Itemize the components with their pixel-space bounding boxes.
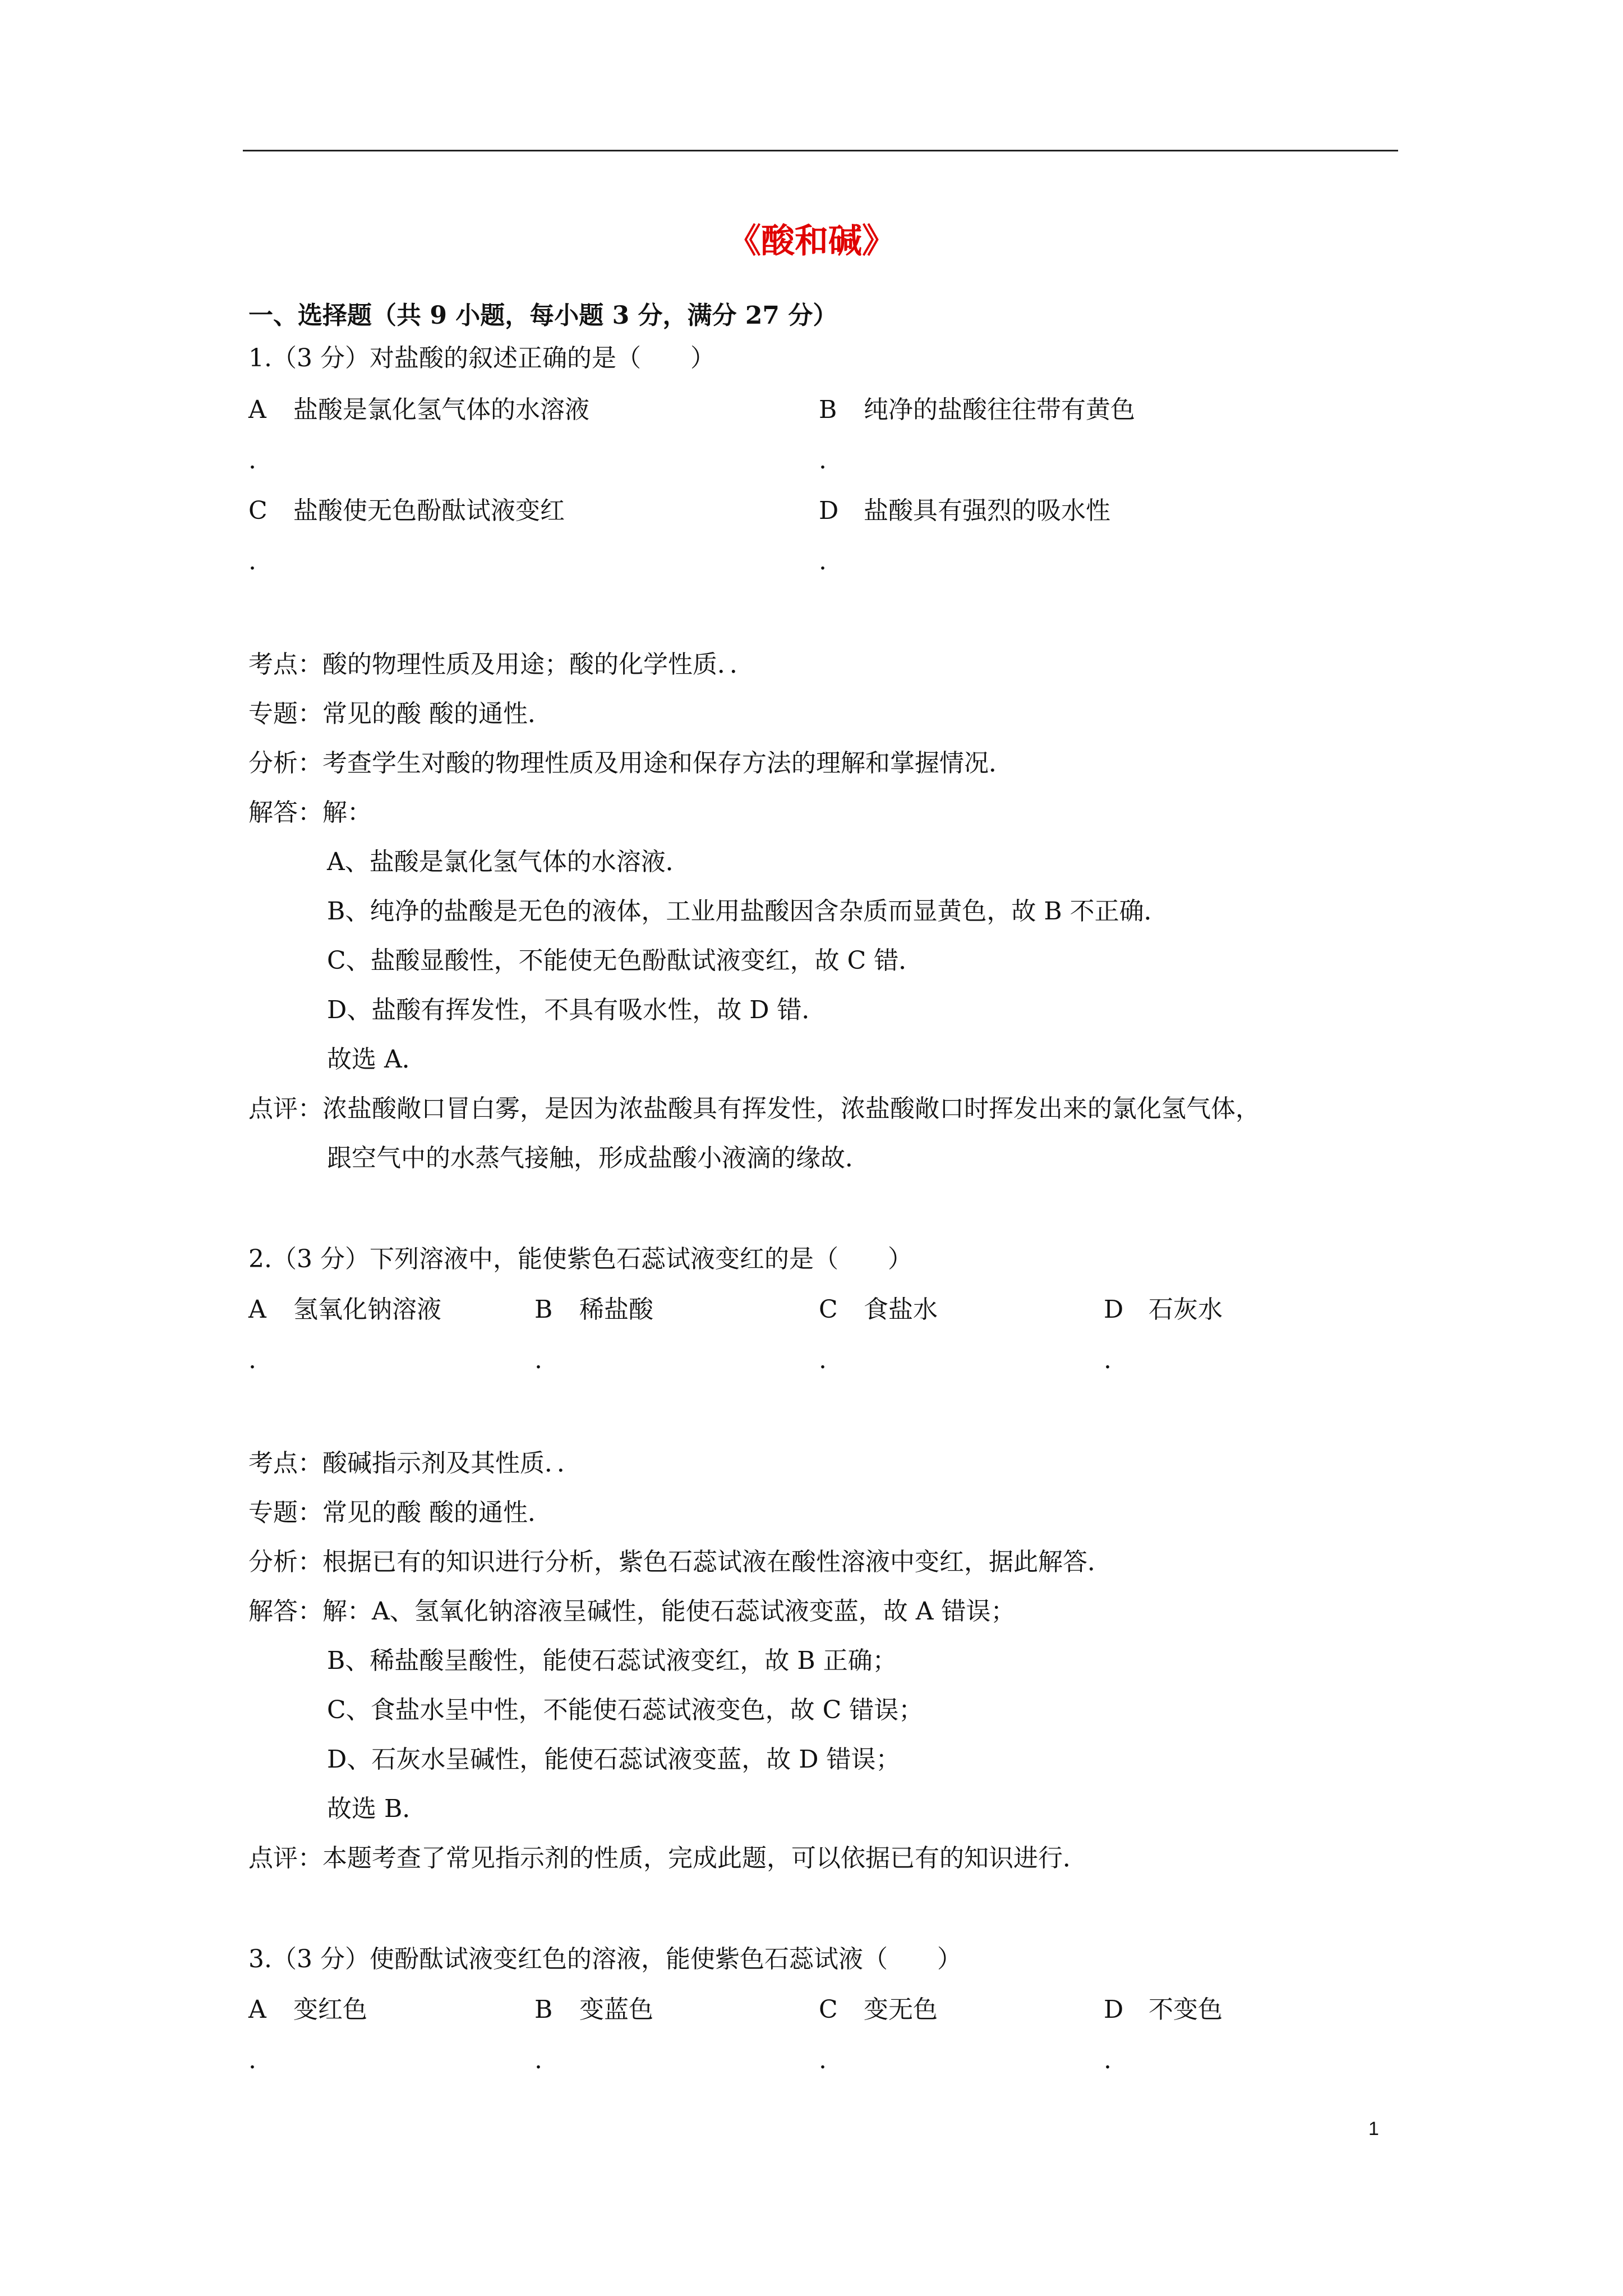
question-1-option-c [248,493,565,530]
option-text: 盐酸使无色酚酞试液变红 [293,496,565,525]
page-number: 1 [1368,2118,1379,2139]
option-dot: . [1104,2046,1112,2074]
question-2-solution-b: B、稀盐酸呈酸性，能使石蕊试液变红，故 B 正确； [327,1646,897,1675]
question-3-option-b [534,1991,653,2028]
option-text: 变无色 [864,1995,938,2024]
question-3-option-a [248,1991,367,2028]
option-key: A [248,1995,266,2024]
question-1-stem: 1.（3 分）对盐酸的叙述正确的是（ ） [248,344,715,372]
option-key: A [248,1295,266,1324]
option-text: 盐酸具有强烈的吸水性 [864,496,1110,525]
option-text: 纯净的盐酸往往带有黄色 [864,395,1135,424]
option-key: B [819,395,837,424]
question-1-solution-a: A、盐酸是氯化氢气体的水溶液． [327,848,690,876]
question-1-dianping: 点评：浓盐酸敞口冒白雾，是因为浓盐酸具有挥发性，浓盐酸敞口时挥发出来的氯化氢气体， [248,1094,1260,1123]
question-2-solution-d: D、石灰水呈碱性，能使石蕊试液变蓝，故 D 错误； [327,1745,901,1774]
option-key: C [248,496,268,525]
question-1-option-d [819,493,1110,530]
question-2-option-b [534,1291,653,1328]
question-1-solution-b: B、纯净的盐酸是无色的液体，工业用盐酸因含杂质而显黄色，故 B 不正确． [327,897,1169,926]
option-dot: . [1104,1346,1112,1374]
option-dot: . [534,1346,542,1374]
question-1-option-b [819,392,1135,429]
question-1-fenxi: 分析：考查学生对酸的物理性质及用途和保存方法的理解和掌握情况． [248,749,1013,777]
question-2-option-d [1104,1291,1223,1328]
question-2-solution-c: C、食盐水呈中性，不能使石蕊试液变色，故 C 错误； [327,1696,924,1724]
question-1-zhuanti: 专题：常见的酸 酸的通性． [248,700,552,728]
question-1-dianping-cont: 跟空气中的水蒸气接触，形成盐酸小液滴的缘故． [327,1144,870,1172]
page-title: 《酸和碱》 [727,222,896,261]
option-dot: . [819,446,827,475]
question-2-dianping: 点评：本题考查了常见指示剂的性质，完成此题，可以依据已有的知识进行． [248,1844,1087,1872]
question-2-kaodian: 考点：酸碱指示剂及其性质．． [248,1449,582,1478]
option-dot: . [534,2046,542,2074]
question-2-zhuanti: 专题：常见的酸 酸的通性． [248,1498,552,1527]
question-1-solution-c: C、盐酸显酸性，不能使无色酚酞试液变红，故 C 错． [327,946,924,975]
option-dot: . [248,446,256,475]
option-dot: . [248,547,256,576]
option-text: 不变色 [1149,1995,1223,2024]
option-dot: . [819,1346,827,1374]
question-1-solution-d: D、盐酸有挥发性，不具有吸水性，故 D 错． [327,996,827,1024]
question-2-answer: 故选 B． [327,1795,427,1823]
option-key: A [248,395,266,424]
option-key: B [534,1995,553,2024]
question-2-jieda-label: 解答：解：A、氢氧化钠溶液呈碱性，能使石蕊试液变蓝，故 A 错误； [248,1597,1016,1626]
question-3-option-d [1104,1991,1223,2028]
option-key: D [1104,1995,1124,2024]
option-key: D [819,496,839,525]
option-key: C [819,1295,838,1324]
option-text: 变蓝色 [579,1995,653,2024]
option-text: 石灰水 [1149,1295,1223,1324]
question-3-stem: 3.（3 分）使酚酞试液变红色的溶液，能使紫色石蕊试液（ ） [248,1945,962,1973]
question-2-option-a [248,1291,441,1328]
option-text: 盐酸是氯化氢气体的水溶液 [293,395,589,424]
option-key: C [819,1995,838,2024]
option-key: D [1104,1295,1124,1324]
option-text: 食盐水 [864,1295,938,1324]
option-text: 氢氧化钠溶液 [293,1295,441,1324]
option-key: B [534,1295,553,1324]
option-text: 变红色 [293,1995,367,2024]
option-dot: . [819,547,827,576]
question-1-option-a [248,392,589,429]
option-dot: . [248,1346,256,1374]
section-title: 一、选择题（共 9 小题，每小题 3 分，满分 27 分） [248,301,838,330]
question-1-kaodian: 考点：酸的物理性质及用途；酸的化学性质．． [248,650,754,679]
option-text: 稀盐酸 [579,1295,653,1324]
option-dot: . [819,2046,827,2074]
question-2-option-c [819,1291,938,1328]
question-2-stem: 2.（3 分）下列溶液中，能使紫色石蕊试液变红的是（ ） [248,1245,912,1273]
question-2-fenxi: 分析：根据已有的知识进行分析，紫色石蕊试液在酸性溶液中变红，据此解答． [248,1548,1112,1576]
header-rule [243,150,1398,151]
question-3-option-c [819,1991,938,2028]
question-1-answer: 故选 A． [327,1045,427,1074]
question-1-jieda-label: 解答：解： [248,798,372,827]
option-dot: . [248,2046,256,2074]
